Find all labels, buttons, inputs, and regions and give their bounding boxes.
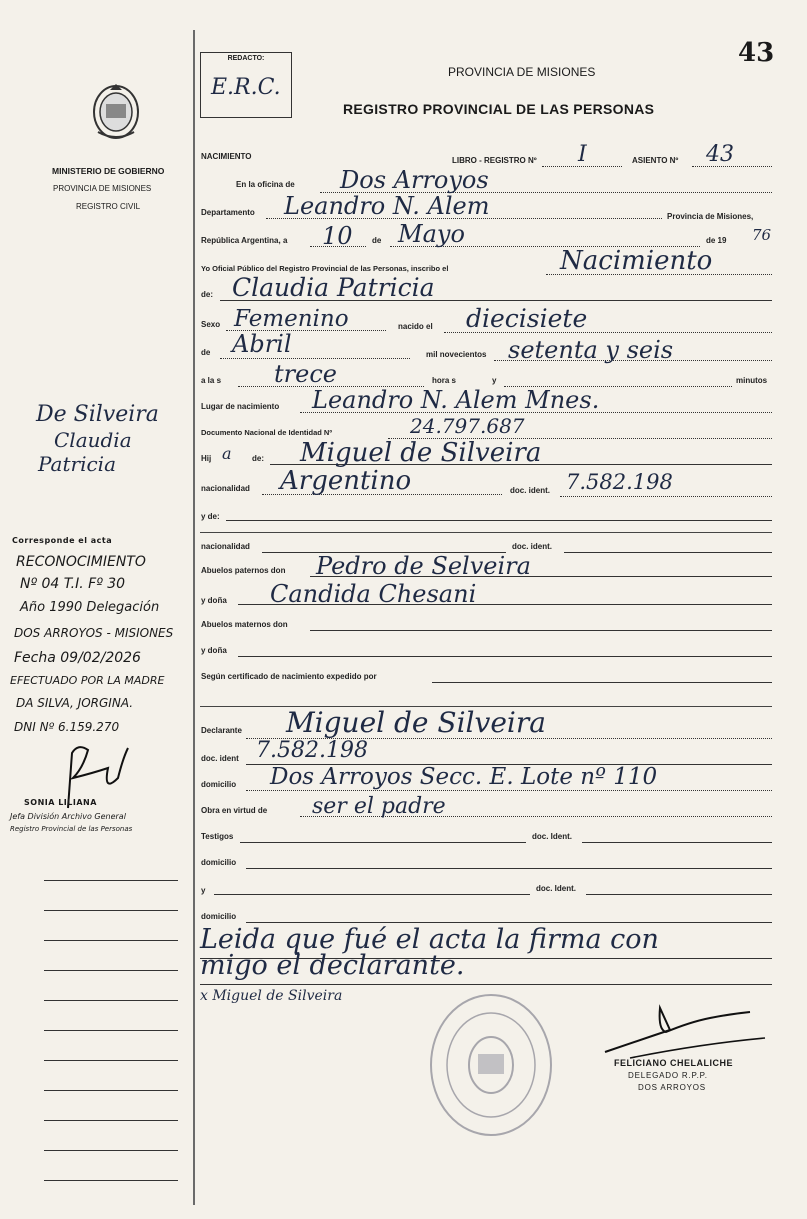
de4-label: de:	[252, 454, 264, 463]
sexo-value: Femenino	[234, 306, 349, 332]
declarante-value: Miguel de Silveira	[286, 706, 546, 739]
dia-letras-value: diecisiete	[466, 304, 588, 333]
redacto-label: REDACTO:	[227, 55, 265, 62]
test-doc-label: doc. Ident.	[532, 832, 572, 841]
madre-doc-line	[564, 552, 772, 553]
asiento-label: ASIENTO Nº	[632, 156, 679, 165]
abuelo-mat-line	[310, 630, 772, 631]
stamp-line-4: Año 1990 Delegación	[20, 600, 160, 615]
stamp-line-1: Corresponde el acta	[12, 536, 113, 545]
domicilio-value: Dos Arroyos Secc. E. Lote nº 110	[270, 764, 658, 790]
obra-label: Obra en virtud de	[201, 806, 268, 815]
nacido-label: nacido el	[398, 322, 433, 331]
mes-nac-value: Abril	[232, 330, 292, 358]
margin-rule	[44, 1180, 178, 1181]
official-place: DOS ARROYOS	[638, 1083, 706, 1092]
official-seal-icon	[426, 990, 556, 1140]
margin-rule	[44, 1000, 178, 1001]
test-dom-label: domicilio	[201, 858, 237, 867]
closing-line-2: migo el declarante.	[200, 950, 465, 981]
anio-letras-value: setenta y seis	[508, 336, 674, 364]
closing-line-1: Leida que fué el acta la firma con	[200, 924, 659, 955]
domicilio-line	[246, 790, 772, 791]
minutos-label: minutos	[736, 376, 768, 385]
y-dona2-label: y doña	[201, 646, 227, 655]
abuela-mat-line	[238, 656, 772, 657]
y-de-label: y de:	[201, 512, 220, 521]
padre-doc-line	[560, 496, 772, 497]
testigo1-doc-line	[582, 842, 772, 843]
ministry-province: PROVINCIA DE MISIONES	[53, 184, 152, 193]
libro-label: LIBRO - REGISTRO Nº	[452, 156, 537, 165]
lugar-label: Lugar de nacimiento	[201, 402, 280, 411]
testigo2-doc-line	[586, 894, 772, 895]
stamp-line-7: EFECTUADO POR LA MADRE	[10, 674, 165, 687]
sexo-label: Sexo	[201, 320, 221, 329]
ministry-name: MINISTERIO DE GOBIERNO	[52, 166, 165, 176]
provincia-label: Provincia de Misiones,	[667, 212, 754, 221]
stamp-line-9: DNI Nº 6.159.270	[14, 720, 120, 734]
padre-doc-value: 7.582.198	[566, 470, 673, 494]
header-title: REGISTRO PROVINCIAL DE LAS PERSONAS	[343, 101, 655, 117]
test-y-label: y	[201, 886, 206, 895]
hora-label: hora s	[432, 376, 457, 385]
madre-line-2	[200, 532, 772, 533]
hora-value: trece	[274, 360, 337, 388]
test-doc2-label: doc. Ident.	[536, 884, 576, 893]
margin-note-line1: De Silveira	[36, 402, 159, 427]
margin-rule	[44, 880, 178, 881]
republica-label: República Argentina, a	[201, 236, 288, 245]
testigos-label: Testigos	[201, 832, 234, 841]
y-label: y	[492, 376, 497, 385]
inscribo-value: Nacimiento	[560, 246, 713, 276]
departamento-label: Departamento	[201, 208, 255, 217]
anio-value: 76	[752, 226, 772, 244]
nacimiento-label: NACIMIENTO	[201, 152, 252, 161]
alas-label: a la s	[201, 376, 222, 385]
madre-line	[226, 520, 772, 521]
stamp-signer-org: Registro Provincial de las Personas	[10, 825, 133, 833]
certificado-label: Según certificado de nacimiento expedido por	[201, 672, 377, 681]
de2-label: de:	[201, 290, 213, 299]
nacionalidad-value: Argentino	[280, 466, 412, 496]
margin-rule	[44, 1060, 178, 1061]
redacto-box	[200, 52, 292, 118]
closing-rule-2	[200, 984, 772, 985]
mil-label: mil novecientos	[426, 350, 487, 359]
oficial-label: Yo Oficial Público del Registro Provincial de las Personas, inscribo el	[201, 264, 449, 273]
margin-rule	[44, 1030, 178, 1031]
departamento-value: Leandro N. Alem	[284, 192, 490, 220]
stamp-signer-name: SONIA LILIANA	[24, 798, 97, 807]
libro-value: I	[578, 142, 587, 167]
abuelos-pat-label: Abuelos paternos don	[201, 566, 286, 575]
hijo-label: Hij	[201, 454, 212, 463]
nombre-value: Claudia Patricia	[232, 273, 435, 302]
padre-value: Miguel de Silveira	[300, 438, 542, 468]
margin-rule	[44, 910, 178, 911]
dni-value: 24.797.687	[410, 414, 525, 438]
official-signature-icon	[600, 1000, 770, 1060]
margin-note-line3: Patricia	[38, 452, 116, 476]
redacto-value: E.R.C.	[211, 75, 281, 100]
abuelos-mat-label: Abuelos maternos don	[201, 620, 288, 629]
stamp-line-5: DOS ARROYOS - MISIONES	[14, 626, 174, 640]
stamp-line-2: RECONOCIMIENTO	[16, 554, 146, 570]
test-dom2-label: domicilio	[201, 912, 237, 921]
decl-doc-label: doc. ident	[201, 754, 239, 763]
declarante-label: Declarante	[201, 726, 242, 735]
official-title: DELEGADO R.P.P.	[628, 1071, 708, 1080]
margin-note-line2: Claudia	[54, 428, 132, 452]
hijo-suffix: a	[222, 444, 232, 463]
oficina-value: Dos Arroyos	[340, 166, 489, 194]
testigo2-line	[214, 894, 530, 895]
stamp-signer-title: Jefa División Archivo General	[10, 812, 126, 821]
margin-rule	[44, 1120, 178, 1121]
reconocimiento-stamp	[8, 528, 193, 848]
mes-nac-line	[220, 358, 410, 359]
oficina-label: En la oficina de	[236, 180, 295, 189]
margin-rule	[44, 970, 178, 971]
testigo2-dom-line	[246, 922, 772, 923]
testigo1-dom-line	[246, 868, 772, 869]
page-number: 43	[738, 38, 775, 68]
stamp-line-3: Nº 04 T.I. Fº 30	[20, 576, 126, 592]
margin-rule	[44, 1090, 178, 1091]
anio-label: de 19	[706, 236, 727, 245]
abuela-pat-value: Candida Chesani	[270, 580, 477, 608]
official-name: FELICIANO CHELALICHE	[614, 1058, 733, 1068]
declarant-signature: x Miguel de Silveira	[200, 988, 343, 1004]
lugar-value: Leandro N. Alem Mnes.	[312, 386, 600, 414]
stamp-line-8: DA SILVA, JORGINA.	[16, 696, 134, 710]
nacionalidad-label: nacionalidad	[201, 484, 250, 493]
domicilio-label: domicilio	[201, 780, 237, 789]
doc-ident2-label: doc. ident.	[512, 542, 552, 551]
certificado-line	[432, 682, 772, 683]
de-label: de	[372, 236, 382, 245]
testigo1-line	[240, 842, 526, 843]
header-province: PROVINCIA DE MISIONES	[448, 65, 596, 79]
stamp-line-6: Fecha 09/02/2026	[14, 650, 141, 666]
de3-label: de	[201, 348, 211, 357]
margin-rule	[44, 1150, 178, 1151]
obra-value: ser el padre	[312, 794, 446, 819]
abuelo-pat-value: Pedro de Selveira	[316, 552, 531, 580]
y-dona-label: y doña	[201, 596, 227, 605]
asiento-value: 43	[706, 142, 734, 167]
mes-value: Mayo	[398, 220, 465, 248]
dia-value: 10	[322, 222, 353, 250]
coat-of-arms-icon	[88, 82, 144, 144]
nacionalidad2-label: nacionalidad	[201, 542, 250, 551]
doc-ident-label: doc. ident.	[510, 486, 550, 495]
decl-doc-value: 7.582.198	[256, 738, 368, 763]
left-margin-rule	[193, 30, 195, 1205]
dni-label: Documento Nacional de Identidad Nº	[201, 428, 333, 437]
ministry-registry: REGISTRO CIVIL	[76, 202, 141, 211]
margin-rule	[44, 940, 178, 941]
